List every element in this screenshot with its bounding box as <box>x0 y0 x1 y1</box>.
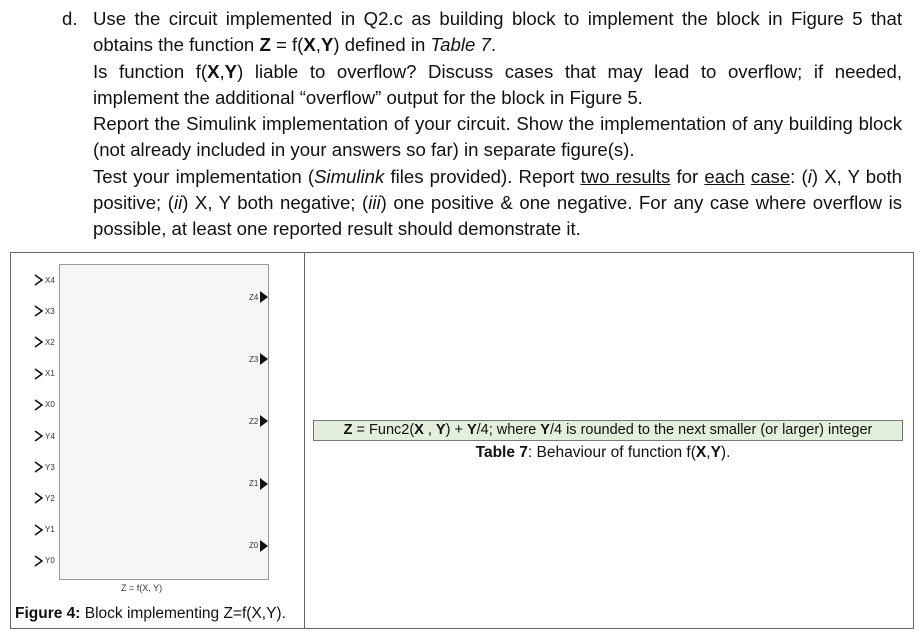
input-port-label: Y4 <box>45 431 55 441</box>
output-port-z0 <box>249 539 268 553</box>
input-port-y2 <box>34 491 55 505</box>
table-7-panel <box>304 252 914 629</box>
input-port-x4 <box>34 273 55 287</box>
input-port-y4 <box>34 429 55 443</box>
question-paragraph-1: Use the circuit implemented in Q2.c as building block to implement the block in Figure 5 that obtains the function Z = f(X,Y) defined in Table 7. <box>93 8 902 56</box>
question-paragraph-3: Report the Simulink implementation of your circuit. Show the implementation of any building block (not already included in your answers so far) in separate figure(s). <box>93 113 902 161</box>
output-port-z4 <box>249 290 268 304</box>
input-port-y3 <box>34 460 55 474</box>
question-body <box>93 6 902 243</box>
simulink-block <box>59 264 269 580</box>
input-port-y0 <box>34 554 55 568</box>
question-paragraph-4: Test your implementation (Simulink files provided). Report two results for each case: (i) X, Y both positive; (ii) X, Y both negative; (iii) one positive & one negative. For any case where overflow is possible, at least one reported result should demonstrate it. <box>93 165 902 240</box>
input-port-x2 <box>34 335 55 349</box>
input-port-label: Y1 <box>45 525 55 535</box>
output-port-label: Z2 <box>249 416 259 426</box>
input-port-label: X4 <box>45 275 55 285</box>
input-port-label: X3 <box>45 306 55 316</box>
question-d <box>62 6 902 243</box>
input-port-label: Y3 <box>45 462 55 472</box>
output-port-label: Z1 <box>249 479 259 489</box>
input-port-label: X0 <box>45 400 55 410</box>
output-port-z1 <box>249 477 268 491</box>
block-label: Z = f(X, Y) <box>121 583 163 593</box>
function-definition: Z = Func2(X , Y) + Y/4; where Y/4 is rounded to the next smaller (or larger) integer <box>313 420 903 441</box>
figure-4-panel <box>10 252 305 629</box>
input-port-y1 <box>34 523 55 537</box>
figure-caption: Figure 4: Block implementing Z=f(X,Y). <box>15 605 286 622</box>
question-letter: d. <box>62 8 78 29</box>
output-port-z2 <box>249 414 268 428</box>
input-port-label: Y0 <box>45 556 55 566</box>
input-port-label: Y2 <box>45 493 55 503</box>
input-port-x1 <box>34 367 55 381</box>
output-port-z3 <box>249 352 268 366</box>
input-port-label: X2 <box>45 337 55 347</box>
output-port-label: Z3 <box>249 354 259 364</box>
input-port-x0 <box>34 398 55 412</box>
input-port-label: X1 <box>45 369 55 379</box>
input-port-x3 <box>34 304 55 318</box>
output-port-label: Z0 <box>249 541 259 551</box>
output-port-label: Z4 <box>249 292 259 302</box>
table-caption: Table 7: Behaviour of function f(X,Y). <box>475 444 731 461</box>
question-paragraph-2: Is function f(X,Y) liable to overflow? Discuss cases that may lead to overflow; if needed, implement the additional “overflow” output for the block in Figure 5. <box>93 60 902 108</box>
